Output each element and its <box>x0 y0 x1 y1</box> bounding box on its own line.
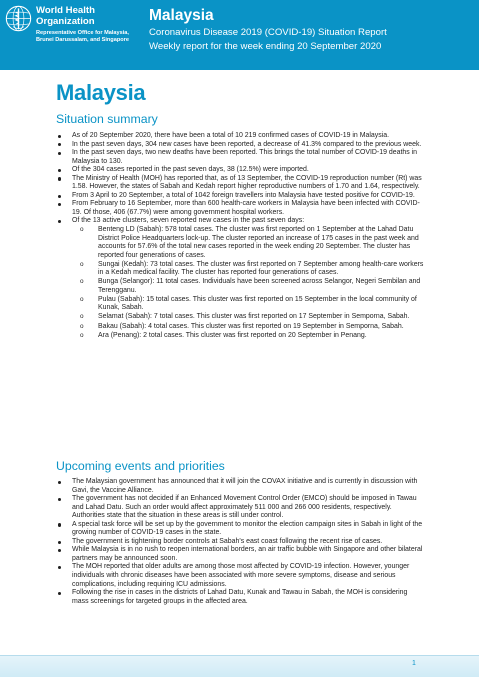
list-item: A special task force will be set up by the government to monitor the election campaign sites in Sabah in light of the growing number of COVID-19 cases in the state. <box>56 521 424 538</box>
list-item: The Ministry of Health (MOH) has reported that, as of 13 September, the COVID-19 reproduction number (Rt) was 1.58. However, the states of Sabah and Kedah report higher reproductive numbers of 1.70 and 1.64, respectively. <box>56 175 424 192</box>
report-country: Malaysia <box>149 7 214 24</box>
list-item-clusters <box>56 217 424 340</box>
report-title: Coronavirus Disease 2019 (COVID-19) Situation Report <box>149 27 387 38</box>
cluster-item: o Bunga (Selangor): 11 total cases. Individuals have been screened across Selangor, Negeri Sembilan and Terengganu. <box>72 278 424 295</box>
cluster-list <box>72 226 424 340</box>
who-logo <box>5 5 140 65</box>
upcoming-events-list <box>56 478 424 606</box>
footer-bar <box>0 655 479 677</box>
list-item: The Malaysian government has announced that it will join the COVAX initiative and is currently in discussion with Gavi, the Vaccine Alliance. <box>56 478 424 495</box>
report-period: Weekly report for the week ending 20 September 2020 <box>149 41 382 52</box>
cluster-item: o Sungai (Kedah): 73 total cases. The cluster was first reported on 7 September among health-care workers in a Kedah medical facility. The cluster has reported four generations of cases. <box>72 261 424 278</box>
list-item: From 3 April to 20 September, a total of 1042 foreign travellers into Malaysia have tested positive for COVID-19. <box>56 192 424 201</box>
upcoming-events-heading: Upcoming events and priorities <box>56 459 225 473</box>
list-item: In the past seven days, 304 new cases have been reported, a decrease of 41.3% compared to the previous week. <box>56 141 424 150</box>
cluster-item: o Benteng LD (Sabah): 578 total cases. The cluster was first reported on 1 September at the Lahad Datu District Police Headquarters lock-up. The cluster reported an increase of 175 cases in the past week and accounts for 57.6% of the total new cases reported in the week ending 20 September. The cluster has reported four generations of cases. <box>72 226 424 260</box>
list-item: The government is tightening border controls at Sabah's east coast following the recent rise of cases. <box>56 538 424 547</box>
situation-summary-heading: Situation summary <box>56 112 158 126</box>
footer-divider <box>0 655 479 656</box>
cluster-item: o Selamat (Sabah): 7 total cases. This cluster was first reported on 17 September in Semporna, Sabah. <box>72 313 424 322</box>
cluster-item: o Pulau (Sabah): 15 total cases. This cluster was first reported on 15 September in the local community of Kunak, Sabah. <box>72 296 424 313</box>
org-subtitle: Representative Office for Malaysia, Brunei Darussalam, and Singapore <box>36 30 129 43</box>
list-item: While Malaysia is in no rush to reopen international borders, an air traffic bubble with Singapore and other bilateral partners may be announced soon. <box>56 546 424 563</box>
who-emblem-icon <box>5 5 32 32</box>
cluster-item: o Ara (Penang): 2 total cases. This cluster was first reported on 20 September in Penang. <box>72 332 424 341</box>
situation-summary-list <box>56 132 424 341</box>
list-item: As of 20 September 2020, there have been a total of 10 219 confirmed cases of COVID-19 in Malaysia. <box>56 132 424 141</box>
list-item: From February to 16 September, more than 600 health-care workers in Malaysia have been infected with COVID-19. Of those, 406 (67.7%) were among government hospital workers. <box>56 200 424 217</box>
list-item: Following the rise in cases in the districts of Lahad Datu, Kunak and Tawau in Sabah, the MOH is considering mass screenings for targeted groups in the affected area. <box>56 589 424 606</box>
list-item: The government has not decided if an Enhanced Movement Control Order (EMCO) should be imposed in Tawau and Lahad Datu. Such an order would affect approximately 511 000 and 266 000 residents, respectively. Authorities state that the situation in these areas is still under control. <box>56 495 424 521</box>
report-header <box>0 0 479 70</box>
list-item: In the past seven days, two new deaths have been reported. This brings the total number of COVID-19 deaths in Malaysia to 130. <box>56 149 424 166</box>
org-name: World Health Organization <box>36 5 95 27</box>
list-item: Of the 304 cases reported in the past seven days, 38 (12.5%) were imported. <box>56 166 424 175</box>
cluster-item: o Bakau (Sabah): 4 total cases. This cluster was first reported on 19 September in Semporna, Sabah. <box>72 323 424 332</box>
page-title: Malaysia <box>56 80 146 105</box>
page-number: 1 <box>412 660 416 667</box>
list-item: The MOH reported that older adults are among those most affected by COVID-19 infection. However, younger individuals with chronic diseases have been associated with more severe symptoms, disease and serious complications, including requiring ICU admissions. <box>56 563 424 589</box>
clusters-intro: Of the 13 active clusters, seven reported new cases in the past seven days: <box>72 217 305 225</box>
